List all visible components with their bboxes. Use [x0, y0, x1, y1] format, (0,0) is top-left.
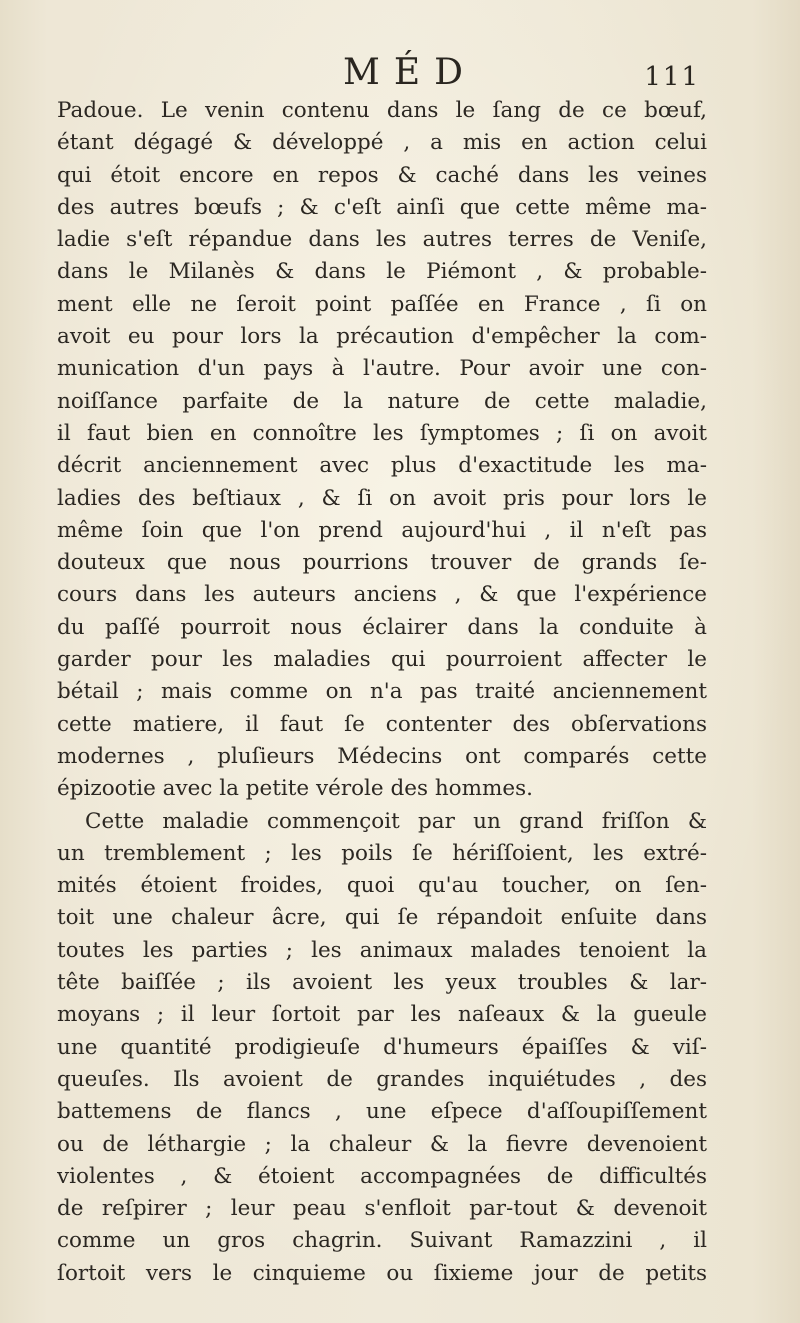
text-line: tête baiſſée ; ils avoient les yeux troubles & lar- — [57, 970, 707, 996]
running-head: MÉD — [342, 52, 477, 93]
text-line: toit une chaleur âcre, qui ſe répandoit enſuite dans — [57, 905, 707, 931]
text-line: noiſſance parfaite de la nature de cette maladie, — [57, 388, 707, 414]
text-line: comme un gros chagrin. Suivant Ramazzini , il — [57, 1228, 707, 1254]
text-line: violentes , & étoient accompagnées de difficultés — [57, 1163, 707, 1189]
page-number: 111 — [644, 62, 700, 92]
text-line: une quantité prodigieuſe d'humeurs épaiſſes & viſ- — [57, 1034, 707, 1060]
text-line: garder pour les maladies qui pourroient affecter le — [57, 647, 707, 673]
text-line: avoit eu pour lors la précaution d'empêcher la com- — [57, 324, 707, 350]
text-line: ladie s'eſt répandue dans les autres terres de Veniſe, — [57, 227, 707, 253]
text-line: modernes , pluſieurs Médecins ont comparés cette — [57, 743, 707, 769]
text-line: queuſes. Ils avoient de grandes inquiétudes , des — [57, 1066, 707, 1092]
text-line: du paſſé pourroit nous éclairer dans la conduite à — [57, 614, 707, 640]
text-line: munication d'un pays à l'autre. Pour avoir une con- — [57, 356, 707, 382]
text-line: battemens de flancs , une eſpece d'aſſoupiſſement — [57, 1099, 707, 1125]
text-line: toutes les parties ; les animaux malades tenoient la — [57, 937, 707, 963]
text-line: des autres bœufs ; & c'eſt ainſi que cette même ma- — [57, 194, 707, 220]
text-line: de reſpirer ; leur peau s'enfloit par-tout & devenoit — [57, 1196, 707, 1222]
text-line: cette matiere, il faut ſe contenter des obſervations — [57, 711, 707, 737]
page-header — [0, 52, 800, 100]
paragraph-start-line: Cette maladie commençoit par un grand friſſon & — [85, 808, 707, 834]
text-line: Padoue. Le venin contenu dans le ſang de ce bœuf, — [57, 98, 707, 123]
text-line: ladies des beſtiaux , & ſi on avoit pris pour lors le — [57, 485, 707, 511]
text-line: ment elle ne ſeroit point paſſée en France , ſi on — [57, 291, 707, 317]
text-line: mités étoient froides, quoi qu'au toucher, on ſen- — [57, 873, 707, 899]
body-text — [57, 95, 707, 1290]
text-line: qui étoit encore en repos & caché dans les veines — [57, 162, 707, 188]
text-line: douteux que nous pourrions trouver de grands ſe- — [57, 550, 707, 576]
paragraph-end-line: épizootie avec la petite vérole des hommes. — [57, 776, 533, 802]
text-line: bétail ; mais comme on n'a pas traité anciennement — [57, 679, 707, 705]
text-line: moyans ; il leur ſortoit par les naſeaux & la gueule — [57, 1002, 707, 1028]
text-line: étant dégagé & développé , a mis en action celui — [57, 130, 707, 156]
text-line: dans le Milanès & dans le Piémont , & probable- — [57, 259, 707, 285]
text-line: un tremblement ; les poils ſe hériſſoient, les extré- — [57, 840, 707, 866]
text-line: ſortoit vers le cinquieme ou ſixieme jour de petits — [57, 1260, 707, 1286]
text-line: même ſoin que l'on prend aujourd'hui , il n'eſt pas — [57, 517, 707, 543]
text-line: il faut bien en connoître les ſymptomes ; ſi on avoit — [57, 420, 707, 446]
text-line: cours dans les auteurs anciens , & que l'expérience — [57, 582, 707, 608]
text-line: décrit anciennement avec plus d'exactitude les ma- — [57, 453, 707, 479]
text-line: ou de léthargie ; la chaleur & la fievre devenoient — [57, 1131, 707, 1157]
